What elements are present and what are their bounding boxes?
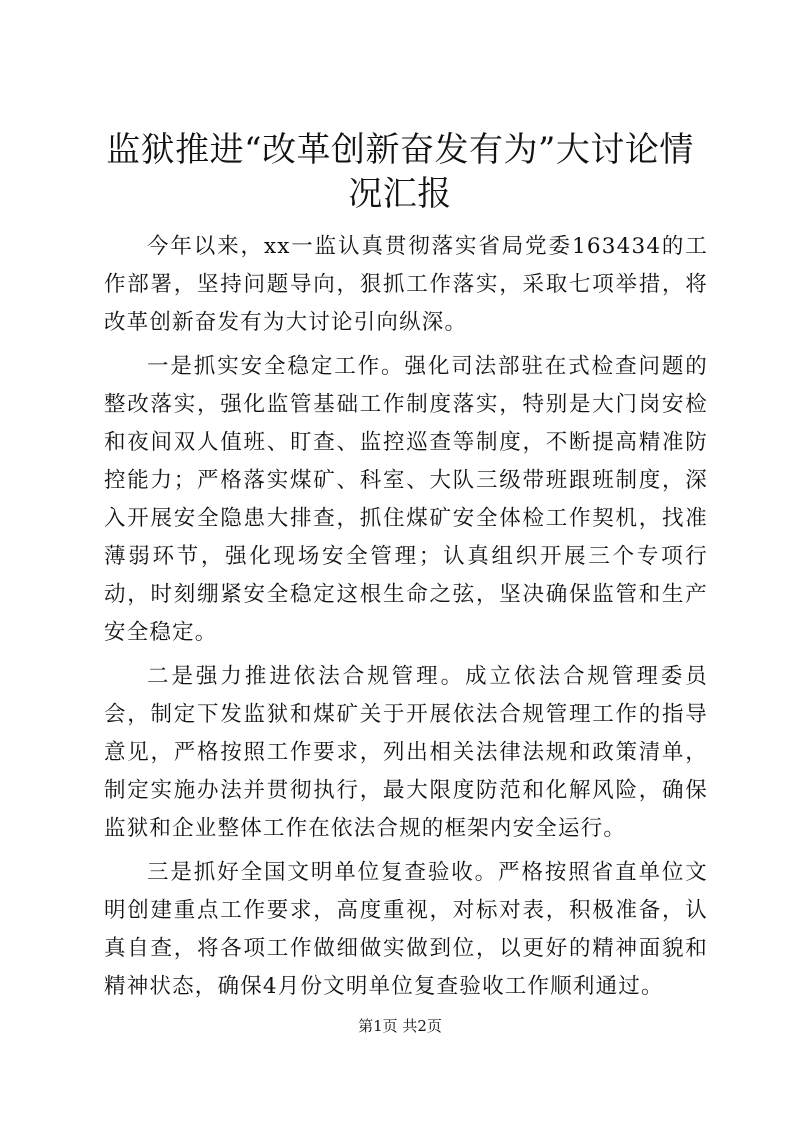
document-title: 监狱推进“改革创新奋发有为”大讨论情况汇报 [106,130,694,214]
paragraph-civilized-unit: 三是抓好全国文明单位复查验收。严格按照省直单位文明创建重点工作要求，高度重视，对标对表，积极准备，认真自查，将各项工作做细做实做到位，以更好的精神面貌和精神状态，确保4月份文明单位复查验收工作顺利通过。 [104,860,708,999]
paragraph-legal-compliance: 二是强力推进依法合规管理。成立依法合规管理委员会，制定下发监狱和煤矿关于开展依法合规管理工作的指导意见，严格按照工作要求，列出相关法律法规和政策清单，制定实施办法并贯彻执行，最大限度防范和化解风险，确保监狱和企业整体工作在依法合规的框架内安全运行。 [104,664,708,841]
paragraph-intro: 今年以来，xx一监认真贯彻落实省局党委163434的工作部署，坚持问题导向，狠抓工作落实，采取七项举措，将改革创新奋发有为大讨论引向纵深。 [104,234,708,335]
page-footer: 第1页 共2页 [358,1017,442,1035]
document-body [104,228,708,1012]
paragraph-safety-stability: 一是抓实安全稳定工作。强化司法部驻在式检查问题的整改落实，强化监管基础工作制度落实，特别是大门岗安检和夜间双人值班、盯查、监控巡查等制度，不断提高精准防控能力；严格落实煤矿、科室、大队三级带班跟班制度，深入开展安全隐患大排查，抓住煤矿安全体检工作契机，找准薄弱环节，强化现场安全管理；认真组织开展三个专项行动，时刻绷紧安全稳定这根生命之弦，坚决确保监管和生产安全稳定。 [104,354,708,645]
